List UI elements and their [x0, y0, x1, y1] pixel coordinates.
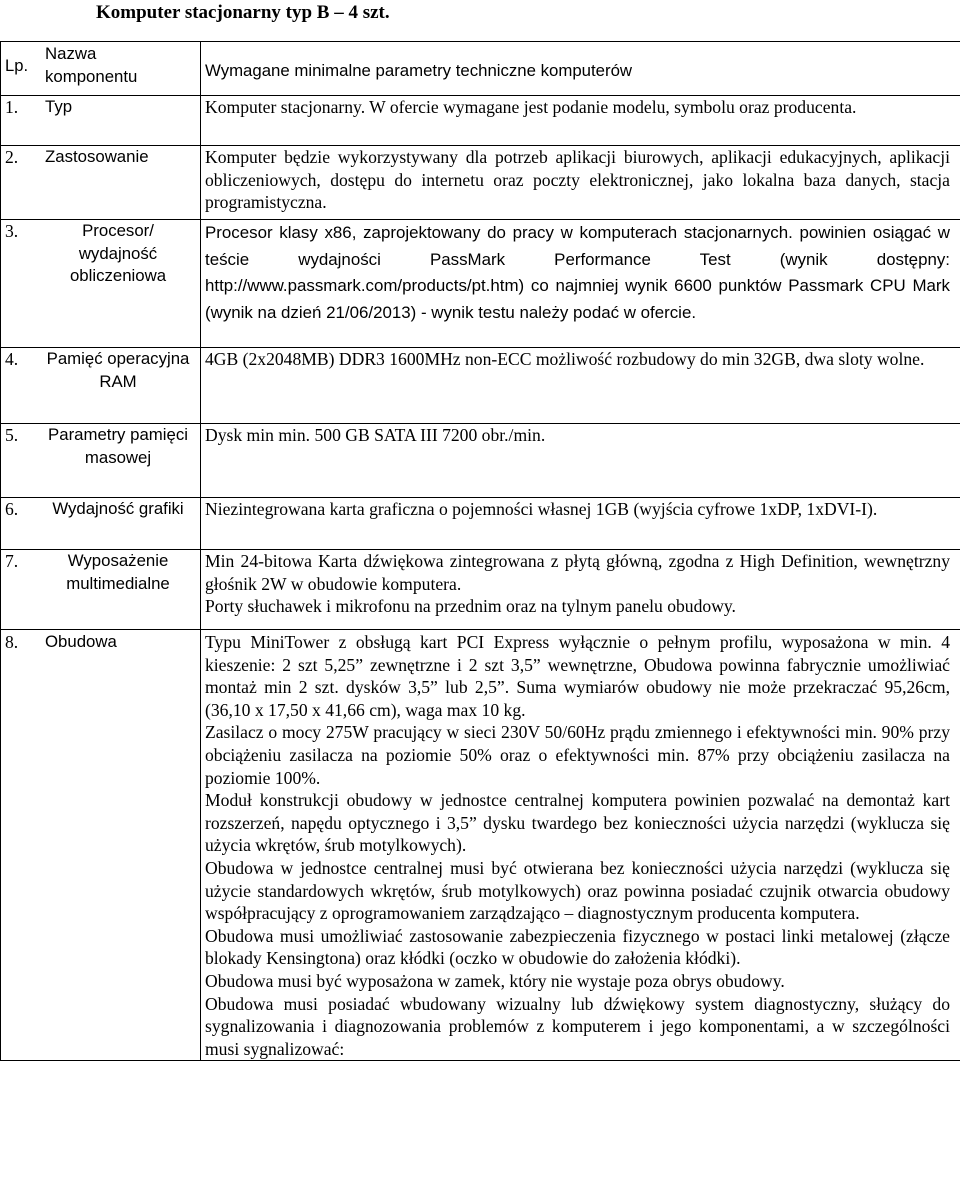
header-requirements: Wymagane minimalne parametry techniczne komputerów: [205, 61, 633, 80]
header-lp: Lp.: [5, 56, 29, 75]
header-name: Nazwa komponentu: [45, 44, 138, 86]
requirement-text: Typu MiniTower z obsługą kart PCI Express wyłącznie o pełnym profilu, wyposażona w min. 4 kieszenie: 2 szt 5,25” zewnętrzne i 2 szt 3,5” wewnętrzne, Obudowa powinna fabrycznie umożliwiać montaż min 2 szt. dysków 3,5” lub 2,5”. Suma wymiarów obudowy nie może przekraczać 95,26cm, (36,10 x 17,50 x 41,66 cm), waga max 10 kg.: [205, 632, 950, 720]
header-cell-requirements: [201, 42, 960, 96]
row-name: Wydajność grafiki: [52, 499, 184, 518]
row-label-cell: [1, 630, 201, 1061]
requirement-text: Procesor klasy x86, zaprojektowany do pracy w komputerach stacjonarnych. powinien osiągać w teście wydajności PassMark Performance Test (wynik dostępny: http://www.passmark.com/products/pt.htm) co najmniej wynik 6600 punktów Passmark CPU Mark (wynik na dzień 21/06/2013) - wynik testu należy podać w ofercie.: [205, 223, 950, 322]
requirement-text: Moduł konstrukcji obudowy w jednostce centralnej komputera powinien pozwalać na demontaż kart rozszerzeń, napędu optycznego i 3,5” dysku twardego bez konieczności użycia narzędzi (wyklucza się użycia wkrętów, śrub motylkowych).: [205, 790, 950, 856]
row-requirements: [201, 348, 960, 424]
row-requirements: [201, 550, 960, 630]
spec-table: [0, 41, 960, 1061]
table-row: [1, 220, 960, 348]
table-row: [1, 498, 960, 550]
row-requirements: [201, 146, 960, 220]
row-name: Parametry pamięci masowej: [48, 425, 188, 467]
row-requirements: [201, 630, 960, 1061]
row-requirements: [201, 424, 960, 498]
requirement-text: Zasilacz o mocy 275W pracujący w sieci 230V 50/60Hz prądu zmiennego i efektywności min. 90% przy obciążeniu zasilacza na poziomie 50% oraz o efektywności min. 87% przy obciążeniu zasilacza na poziomie 100%.: [205, 722, 950, 788]
table-row: [1, 630, 960, 1061]
row-label-cell: [1, 96, 201, 146]
row-label-cell: [1, 424, 201, 498]
row-name: Zastosowanie: [45, 147, 149, 166]
requirement-text: Dysk min min. 500 GB SATA III 7200 obr./min.: [205, 425, 546, 445]
requirement-text: Obudowa musi umożliwiać zastosowanie zabezpieczenia fizycznego w postaci linki metalowej (złącze blokady Kensingtona) oraz kłódki (oczko w obudowie do założenia kłódki).: [205, 925, 950, 969]
row-label-cell: [1, 146, 201, 220]
requirement-text: Obudowa musi być wyposażona w zamek, który nie wystaje poza obrys obudowy.: [205, 970, 785, 991]
row-label-cell: [1, 220, 201, 348]
table-header-row: [1, 42, 960, 96]
row-lp: 6.: [5, 499, 19, 519]
row-lp: 3.: [5, 221, 19, 241]
table-row: [1, 550, 960, 630]
row-lp: 8.: [5, 632, 19, 652]
table-row: [1, 424, 960, 498]
header-cell-component: [1, 42, 201, 96]
row-lp: 1.: [5, 97, 19, 117]
requirement-text: Niezintegrowana karta graficzna o pojemności własnej 1GB (wyjścia cyfrowe 1xDP, 1xDVI-I).: [205, 499, 878, 519]
row-name: Typ: [45, 97, 73, 116]
row-name: Obudowa: [45, 632, 117, 651]
table-row: [1, 96, 960, 146]
requirement-text: Min 24-bitowa Karta dźwiękowa zintegrowana z płytą główną, zgodna z High Definition, wewnętrzny głośnik 2W w obudowie komputera.: [205, 551, 950, 594]
row-lp: 5.: [5, 425, 19, 445]
requirement-text: Obudowa w jednostce centralnej musi być otwierana bez konieczności użycia narzędzi (wyklucza się użycie standardowych wkrętów, śrub motylkowych) oraz powinna posiadać czujnik otwarcia obudowy współpracujący z oprogramowaniem zarządzająco – diagnostycznym producenta komputera.: [205, 857, 950, 924]
row-requirements: [201, 220, 960, 348]
row-name: Pamięć operacyjna RAM: [46, 349, 190, 391]
row-label-cell: [1, 498, 201, 550]
row-lp: 2.: [5, 147, 19, 167]
row-requirements: [201, 498, 960, 550]
document-title: Komputer stacjonarny typ B – 4 szt.: [96, 2, 390, 23]
row-lp: 4.: [5, 349, 19, 369]
requirement-text: Obudowa musi posiadać wbudowany wizualny lub dźwiękowy system diagnostyczny, służący do sygnalizowania i diagnozowania problemów z komputerem i jego komponentami, a w szczególności musi sygnalizować:: [205, 993, 950, 1059]
row-label-cell: [1, 348, 201, 424]
table-row: [1, 348, 960, 424]
requirement-text: Porty słuchawek i mikrofonu na przednim oraz na tylnym panelu obudowy.: [205, 596, 736, 617]
row-lp: 7.: [5, 551, 19, 571]
requirement-text: 4GB (2x2048MB) DDR3 1600MHz non-ECC możliwość rozbudowy do min 32GB, dwa sloty wolne.: [205, 349, 925, 369]
row-label-cell: [1, 550, 201, 630]
requirement-text: Komputer będzie wykorzystywany dla potrzeb aplikacji biurowych, aplikacji edukacyjnych, aplikacji obliczeniowych, dostępu do internetu oraz poczty elektronicznej, jako lokalna baza danych, stacja programistyczna.: [205, 147, 950, 213]
table-row: [1, 146, 960, 220]
requirement-text: Komputer stacjonarny. W ofercie wymagane jest podanie modelu, symbolu oraz producenta.: [205, 97, 857, 117]
row-requirements: [201, 96, 960, 146]
row-name: Wyposażenie multimedialne: [66, 551, 170, 593]
row-name: Procesor/ wydajność obliczeniowa: [69, 221, 167, 286]
